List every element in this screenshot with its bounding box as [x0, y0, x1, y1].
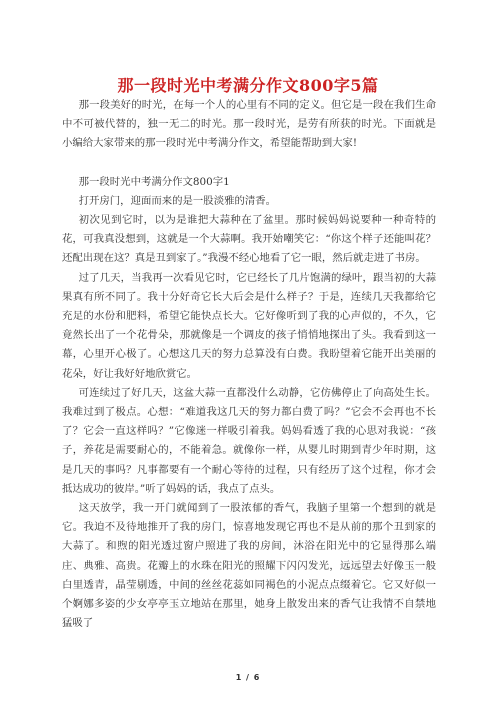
- body-paragraph: 可连续过了好几天，这盆大蒜一直都没什么动静，它仿佛停止了向高处生长。我难过到了极点。心想：“难道我这几天的努力都白费了吗？”它会不会再也不长了？它会一直这样吗？”它像迷一样吸引着我。妈妈看透了我的心思对我说：“孩子，养花是需要耐心的，不能着急。就像你一样，从婴儿时期到青少年时期，这是几天的事吗？凡事都要有一个耐心等待的过程，只有经历了这个过程，你才会抵达成功的彼岸。”听了妈妈的话，我点了点头。: [62, 386, 436, 495]
- body-paragraph: 这天放学，我一开门就闻到了一股浓郁的香气，我脑子里第一个想到的就是它。我迫不及待地推开了我的房门，惊喜地发现它再也不是从前的那个丑到家的大蒜了。和煦的阳光透过窗户照进了我的房间，沐浴在阳光中的它显得那么端庄、典雅、高贵。花瓣上的水珠在阳光的照耀下闪闪发光，远远望去好像玉一般白里透青，晶莹剔透，中间的丝丝花蕊如同褐色的小泥点点缀着它。它又好似一个婀娜多姿的少女亭亭玉立地站在那里，她身上散发出来的香气让我情不自禁地猛吸了: [62, 502, 436, 630]
- section-heading: 那一段时光中考满分作文800字1: [78, 175, 230, 188]
- paragraph-spacer: [62, 154, 436, 173]
- body-paragraph: 初次见到它时，以为是谁把大蒜种在了盆里。那时候妈妈说要种一种奇特的花，可我真没想到，这就是一个大蒜啊。我开始嘲笑它：“你这个样子还能叫花？还配出现在这？真是丑到家了。”我漫不经心地看了它一眼，然后就走进了书房。: [62, 214, 436, 265]
- body-paragraph: 过了几天，当我再一次看见它时，它已经长了几片饱满的绿叶，跟当初的大蒜果真有所不同了。我十分好奇它长大后会是什么样子？于是，连续几天我都给它充足的水份和肥料，希望它能快点长大。它好像听到了我的心声似的，不久，它竟然长出了一个花骨朵，那就像是一个调皮的孩子悄悄地探出了头。我看到这一幕，心里开心极了。心想这几天的努力总算没有白费。我盼望着它能开出美丽的花朵，好让我好好地欣赏它。: [62, 271, 436, 380]
- document-body: [62, 96, 436, 633]
- page-number: 1 / 6: [235, 673, 261, 682]
- document-title: 那一段时光中考满分作文800字5篇: [117, 76, 379, 95]
- intro-paragraph: 那一段美好的时光，在每一个人的心里有不同的定义。但它是一段在我们生命中不可被代替的，独一无二的时光。那一段时光，是劳有所获的时光。下面就是小编给大家带来的那一段时光中考满分作文，希望能帮助到大家!: [62, 99, 436, 150]
- body-paragraph: 打开房门，迎面而来的是一股淡雅的清香。: [78, 194, 277, 207]
